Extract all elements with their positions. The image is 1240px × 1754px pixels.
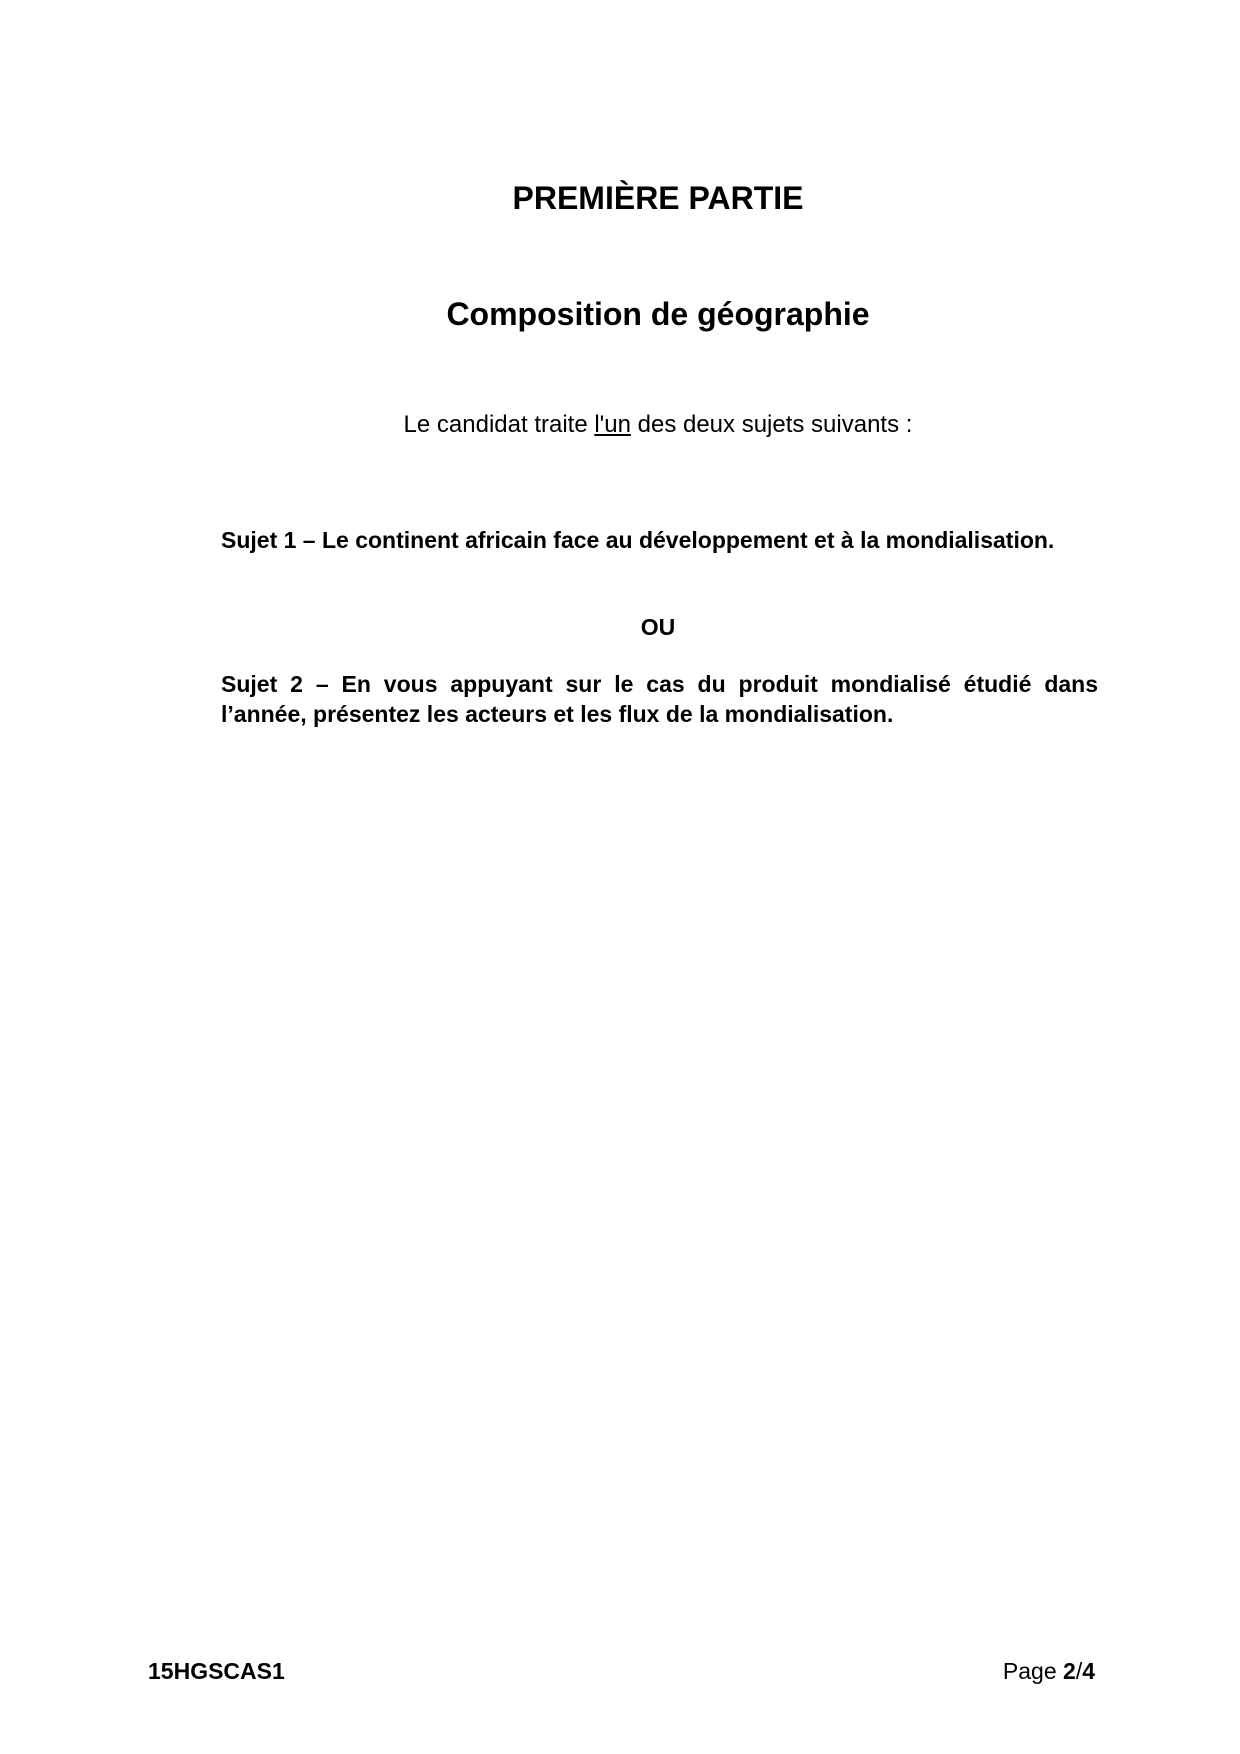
subject-2-line-1: Sujet 2 – En vous appuyant sur le cas du produit mondialisé étudié dans xyxy=(221,671,1098,697)
page-current: 2 xyxy=(1063,1658,1076,1684)
subject-1: Sujet 1 – Le continent africain face au développement et à la mondialisation. xyxy=(221,527,1055,553)
instruction-before: Le candidat traite xyxy=(403,411,595,438)
subject-2 xyxy=(221,669,1098,729)
page-total: 4 xyxy=(1082,1658,1095,1684)
part-title: PREMIÈRE PARTIE xyxy=(512,180,804,216)
or-separator: OU xyxy=(640,614,676,640)
subject-2-line-2: l’année, présentez les acteurs et les flux de la mondialisation. xyxy=(221,701,894,727)
instruction-after: des deux sujets suivants : xyxy=(630,411,913,438)
page-prefix: Page xyxy=(1002,1658,1064,1684)
footer-page-number xyxy=(1003,1656,1095,1686)
section-subtitle: Composition de géographie xyxy=(446,296,870,332)
instruction-underlined: l'un xyxy=(594,411,631,438)
page-separator: / xyxy=(1075,1658,1083,1684)
instruction-text xyxy=(0,409,1240,441)
footer-exam-code: 15HGSCAS1 xyxy=(148,1658,285,1684)
